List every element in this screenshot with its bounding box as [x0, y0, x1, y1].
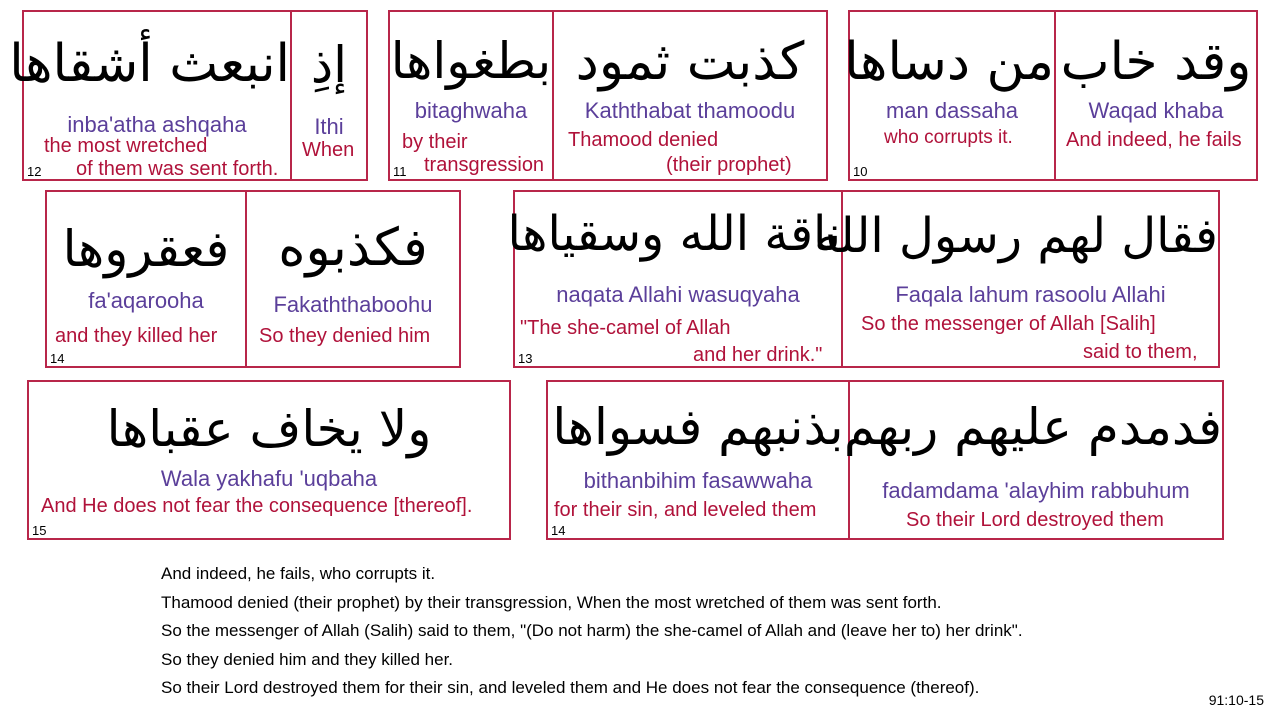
- verse-cell-10b: [1054, 12, 1256, 179]
- english-text: "The she-camel of Allah: [520, 317, 731, 339]
- summary-line: Thamood denied (their prophet) by their transgression, When the most wretched of them was sent forth.: [161, 592, 942, 612]
- verse-number: 10: [853, 164, 868, 179]
- summary-line: So they denied him and they killed her.: [161, 649, 454, 669]
- english-text: of them was sent forth.: [76, 158, 279, 180]
- english-text: by their: [402, 131, 468, 153]
- transliteration: inba'atha ashqaha: [67, 112, 247, 137]
- transliteration: fa'aqarooha: [88, 288, 204, 313]
- verse-number: 13: [518, 351, 533, 366]
- english-text: the most wretched: [44, 135, 208, 157]
- summary-line: So their Lord destroyed them for their sin, and leveled them and He does not fear the consequence (thereof).: [161, 678, 980, 697]
- arabic-text: وقد خاب: [1060, 32, 1252, 92]
- transliteration: Faqala lahum rasoolu Allahi: [895, 282, 1166, 307]
- verse-number: 14: [551, 523, 566, 538]
- english-text: transgression: [424, 154, 545, 176]
- transliteration: fadamdama 'alayhim rabbuhum: [882, 478, 1190, 503]
- english-text: So their Lord destroyed them: [906, 509, 1164, 531]
- transliteration: Wala yakhafu 'uqbaha: [160, 466, 378, 491]
- english-text: And He does not fear the consequence [thereof].: [41, 495, 473, 517]
- verse-cell-11a: [390, 12, 552, 179]
- transliteration: man dassaha: [885, 98, 1019, 123]
- summary-line: And indeed, he fails, who corrupts it.: [161, 564, 436, 583]
- verse-cell-11b: [552, 12, 826, 179]
- arabic-text: فكذبوه: [278, 218, 428, 278]
- arabic-text: بذنبهم فسواها: [552, 398, 844, 456]
- arabic-text: انبعث أشقاها: [9, 34, 290, 94]
- transliteration: Kaththabat thamoodu: [584, 98, 796, 123]
- english-text: and her drink.": [693, 344, 823, 366]
- arabic-text: فقال لهم رسول الله: [814, 208, 1218, 264]
- transliteration: Ithi: [314, 114, 344, 139]
- arabic-text: كذبت ثمود: [575, 32, 805, 92]
- verse-box-14b: [546, 380, 1224, 540]
- arabic-text: بطغواها: [390, 32, 552, 90]
- verse-cell-12b: [290, 12, 366, 179]
- english-text: (their prophet): [666, 154, 792, 176]
- english-text: for their sin, and leveled them: [554, 499, 817, 521]
- arabic-text: إذِ: [310, 36, 348, 94]
- verse-cell-14a-1: [47, 192, 245, 366]
- transliteration: Waqad khaba: [1088, 98, 1224, 123]
- arabic-text: من دساها: [844, 32, 1054, 92]
- verse-box-13: [507, 190, 1220, 368]
- verse-cell-12a: [9, 12, 290, 180]
- verse-number: 11: [393, 164, 407, 179]
- verse-cell-14b-1: [548, 382, 848, 538]
- surah-reference: 91:10-15: [1208, 692, 1264, 708]
- arabic-text: فدمدم عليهم ربهم: [843, 398, 1222, 456]
- english-text: When: [302, 139, 355, 161]
- english-text: who corrupts it.: [884, 127, 1013, 148]
- transliteration: bitaghwaha: [414, 98, 528, 123]
- arabic-text: فعقروها: [62, 220, 230, 278]
- english-text: and they killed her: [55, 325, 218, 347]
- verse-cell-14a-2: [245, 192, 459, 366]
- verse-cell-10a: [844, 12, 1054, 179]
- english-text: said to them,: [1083, 341, 1198, 363]
- verse-box-12: [9, 10, 368, 181]
- english-text: And indeed, he fails: [1066, 129, 1242, 151]
- verse-cell-15: [29, 382, 509, 538]
- summary-line: So the messenger of Allah (Salih) said to them, "(Do not harm) the she-camel of Allah and (leave her to) her drink".: [161, 621, 1023, 640]
- translation-summary: [161, 560, 1023, 703]
- verse-cell-13a: [507, 192, 841, 366]
- english-text: So the messenger of Allah [Salih]: [861, 313, 1156, 335]
- verse-number: 14: [50, 351, 65, 366]
- transliteration: bithanbihim fasawwaha: [583, 468, 813, 493]
- verse-cell-13b: [814, 192, 1218, 366]
- verse-box-10: [844, 10, 1258, 181]
- arabic-text: ناقة الله وسقياها: [507, 206, 841, 262]
- english-text: So they denied him: [259, 325, 431, 347]
- verse-box-14a: [45, 190, 461, 368]
- verse-number: 15: [32, 523, 47, 538]
- verse-box-11: [388, 10, 828, 181]
- verse-box-15: [27, 380, 511, 540]
- transliteration: Fakaththaboohu: [273, 292, 433, 317]
- verse-number: 12: [27, 164, 42, 179]
- verse-cell-14b-2: [843, 382, 1222, 538]
- arabic-text: ولا يخاف عقباها: [106, 400, 432, 458]
- transliteration: naqata Allahi wasuqyaha: [556, 282, 800, 307]
- english-text: Thamood denied: [568, 129, 719, 151]
